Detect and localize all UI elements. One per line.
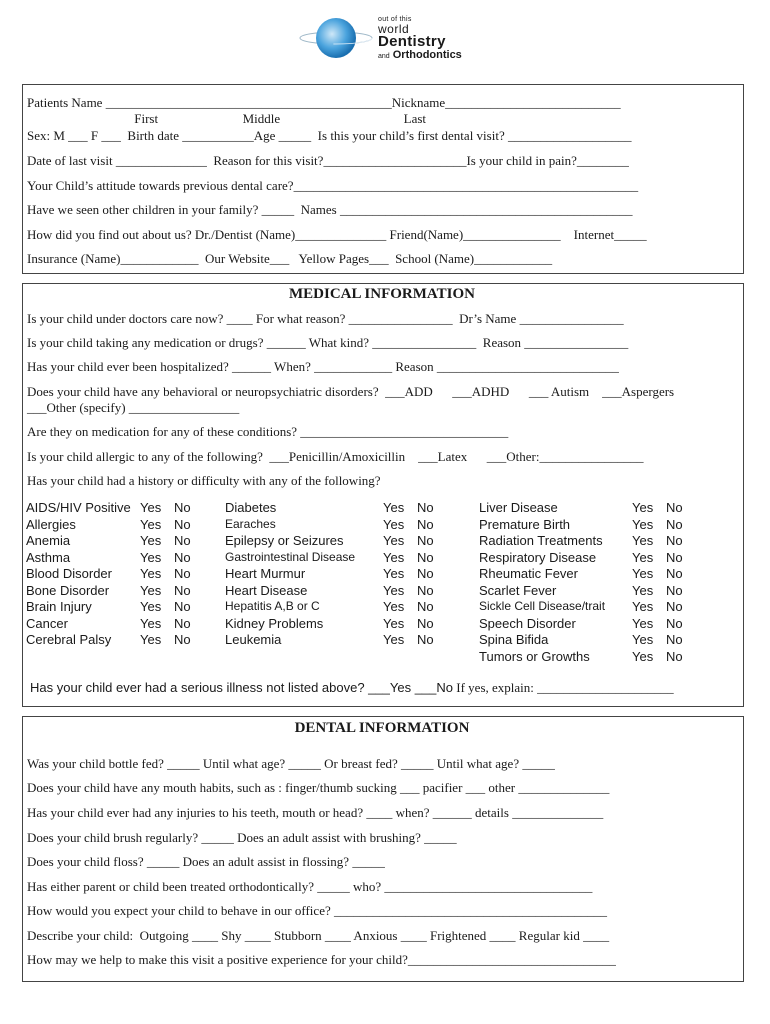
condition-no-option[interactable]: No [174, 549, 191, 565]
condition-no-option[interactable]: No [174, 615, 191, 631]
injuries-line[interactable]: Has your child ever had any injuries to his teeth, mouth or head? ____ when? ______ details ______________ [27, 805, 604, 820]
condition-no-option[interactable]: No [666, 533, 683, 548]
condition-no-option[interactable]: No [417, 516, 434, 532]
condition-yes-option[interactable]: Yes [140, 599, 162, 614]
condition-label: Allergies [26, 516, 76, 532]
condition-no-option[interactable]: No [174, 533, 191, 548]
hospitalized-line[interactable]: Has your child ever been hospitalized? ______ When? ____________ Reason ____________________________ [27, 359, 619, 374]
condition-yes-option[interactable]: Yes [632, 599, 654, 614]
condition-no-option[interactable]: No [174, 516, 191, 532]
condition-label: Cerebral Palsy [26, 632, 112, 647]
positive-experience-line[interactable]: How may we help to make this visit a positive experience for your child?________________________________ [27, 952, 616, 967]
condition-no-option[interactable]: No [174, 582, 191, 598]
condition-yes-option[interactable]: Yes [383, 549, 405, 565]
condition-yes-option[interactable]: Yes [383, 582, 405, 598]
logo-line-4-prefix: and [378, 53, 390, 60]
condition-label: Tumors or Growths [479, 648, 590, 664]
last-visit-line[interactable]: Date of last visit ______________ Reason for this visit?______________________Is your child in pain?________ [27, 153, 629, 168]
condition-no-option[interactable]: No [666, 549, 683, 565]
condition-yes-option[interactable]: Yes [632, 615, 654, 631]
condition-yes-option[interactable]: Yes [140, 615, 162, 631]
condition-yes-option[interactable]: Yes [383, 566, 405, 581]
condition-label: Premature Birth [479, 516, 571, 532]
bottle-fed-line[interactable]: Was your child bottle fed? _____ Until what age? _____ Or breast fed? _____ Until what age? _____ [27, 756, 555, 771]
condition-label: Kidney Problems [225, 615, 324, 631]
history-question: Has your child had a history or difficulty with any of the following? [27, 473, 381, 488]
condition-no-option[interactable]: No [666, 599, 683, 614]
condition-yes-option[interactable]: Yes [632, 533, 654, 548]
condition-no-option[interactable]: No [666, 632, 683, 647]
condition-label: Scarlet Fever [479, 582, 557, 598]
condition-yes-option[interactable]: Yes [140, 533, 162, 548]
condition-no-option[interactable]: No [174, 632, 191, 647]
condition-yes-option[interactable]: Yes [632, 648, 654, 664]
allergy-line[interactable]: Is your child allergic to any of the following? ___Penicillin/Amoxicillin ___Latex ___Other:________________ [27, 449, 644, 464]
condition-no-option[interactable]: No [417, 615, 434, 631]
condition-yes-option[interactable]: Yes [632, 632, 654, 647]
condition-label: Respiratory Disease [479, 549, 597, 565]
describe-child-line[interactable]: Describe your child: Outgoing ____ Shy ____ Stubborn ____ Anxious ____ Frightened ____ Regular kid ____ [27, 928, 610, 943]
condition-label: Diabetes [225, 500, 277, 515]
condition-label: AIDS/HIV Positive [26, 500, 131, 515]
condition-no-option[interactable]: No [417, 500, 434, 515]
logo-line-4-text: Orthodontics [392, 49, 462, 61]
condition-no-option[interactable]: No [417, 566, 434, 581]
brushing-line[interactable]: Does your child brush regularly? _____ Does an adult assist with brushing? _____ [27, 830, 457, 845]
condition-yes-option[interactable]: Yes [140, 549, 162, 565]
condition-no-option[interactable]: No [417, 599, 434, 614]
condition-label: Radiation Treatments [479, 533, 603, 548]
condition-label: Epilepsy or Seizures [225, 533, 344, 548]
logo-text [378, 16, 462, 63]
serious-illness-line[interactable] [30, 680, 674, 696]
condition-no-option[interactable]: No [666, 615, 683, 631]
flossing-line[interactable]: Does your child floss? _____ Does an adult assist in flossing? _____ [27, 854, 385, 869]
condition-label: Leukemia [225, 632, 282, 647]
condition-no-option[interactable]: No [417, 533, 434, 548]
logo-line-4 [378, 49, 462, 63]
condition-label: Brain Injury [26, 599, 92, 614]
logo-line-1: out of this [378, 16, 412, 23]
logo-line-3: Dentistry [378, 33, 446, 50]
medical-title: MEDICAL INFORMATION [289, 286, 475, 302]
condition-yes-option[interactable]: Yes [632, 566, 654, 581]
dental-title: DENTAL INFORMATION [294, 720, 470, 736]
condition-medication-line[interactable]: Are they on medication for any of these conditions? ________________________________ [27, 424, 509, 439]
behavior-line[interactable]: How would you expect your child to behave in our office? __________________________________________ [27, 903, 607, 918]
condition-yes-option[interactable]: Yes [383, 599, 405, 614]
condition-yes-option[interactable]: Yes [140, 632, 162, 647]
condition-yes-option[interactable]: Yes [383, 533, 405, 548]
condition-label: Gastrointestinal Disease [225, 549, 356, 564]
condition-yes-option[interactable]: Yes [632, 500, 654, 515]
condition-no-option[interactable]: No [417, 632, 434, 647]
condition-yes-option[interactable]: Yes [140, 516, 162, 532]
orthodontics-line[interactable]: Has either parent or child been treated orthodontically? _____ who? ________________________________ [27, 879, 593, 894]
referral-line[interactable]: How did you find out about us? Dr./Dentist (Name)______________ Friend(Name)_______________ Internet_____ [27, 227, 647, 242]
condition-label: Cancer [26, 615, 68, 631]
doctors-care-line[interactable]: Is your child under doctors care now? ____ For what reason? ________________ Dr’s Name ________________ [27, 311, 624, 326]
condition-yes-option[interactable]: Yes [383, 632, 405, 647]
disorders-line[interactable]: Does your child have any behavioral or neuropsychiatric disorders? ___ADD ___ADHD ___ Autism ___Aspergers [27, 384, 675, 399]
condition-yes-option[interactable]: Yes [383, 500, 405, 515]
condition-yes-option[interactable]: Yes [632, 582, 654, 598]
condition-yes-option[interactable]: Yes [383, 516, 405, 532]
condition-label: Blood Disorder [26, 566, 112, 581]
condition-label: Liver Disease [479, 500, 558, 515]
condition-label: Anemia [26, 533, 71, 548]
condition-label: Rheumatic Fever [479, 566, 578, 581]
condition-label: Spina Bifida [479, 632, 549, 647]
condition-label: Bone Disorder [26, 582, 110, 598]
other-disorder-line[interactable]: ___Other (specify) _________________ [27, 400, 240, 415]
condition-no-option[interactable]: No [417, 582, 434, 598]
mouth-habits-line[interactable]: Does your child have any mouth habits, such as : finger/thumb sucking ___ pacifier ___ other ______________ [27, 780, 610, 795]
condition-no-option[interactable]: No [174, 566, 191, 581]
condition-label: Heart Murmur [225, 566, 306, 581]
condition-no-option[interactable]: No [666, 516, 683, 532]
condition-no-option[interactable]: No [666, 500, 683, 515]
condition-no-option[interactable]: No [666, 648, 683, 664]
condition-label: Asthma [26, 549, 71, 565]
condition-yes-option[interactable]: Yes [140, 582, 162, 598]
condition-yes-option[interactable]: Yes [632, 549, 654, 565]
condition-yes-option[interactable]: Yes [383, 615, 405, 631]
patient-name-line[interactable]: Patients Name ____________________________________________Nickname___________________________ [27, 95, 621, 110]
condition-label: Earaches [225, 516, 276, 531]
condition-label: Hepatitis A,B or C [225, 599, 320, 613]
condition-label: Speech Disorder [479, 615, 576, 631]
condition-yes-option[interactable]: Yes [140, 566, 162, 581]
condition-label: Sickle Cell Disease/trait [479, 599, 606, 613]
condition-no-option[interactable]: No [666, 582, 683, 598]
condition-no-option[interactable]: No [666, 566, 683, 581]
condition-no-option[interactable]: No [174, 500, 191, 515]
attitude-line[interactable]: Your Child’s attitude towards previous dental care?_____________________________________________________ [27, 178, 639, 193]
condition-no-option[interactable]: No [417, 549, 434, 565]
sex-birthdate-line[interactable]: Sex: M ___ F ___ Birth date ___________Age _____ Is this your child’s first dental visit? ___________________ [27, 128, 632, 143]
siblings-line[interactable]: Have we seen other children in your family? _____ Names _____________________________________________ [27, 202, 633, 217]
logo-line-2: world [378, 22, 410, 36]
serious-illness-explain[interactable]: If yes, explain: _____________________ [453, 680, 674, 695]
insurance-line[interactable]: Insurance (Name)____________ Our Website___ Yellow Pages___ School (Name)____________ [27, 251, 553, 266]
condition-no-option[interactable]: No [174, 599, 191, 614]
condition-yes-option[interactable]: Yes [632, 516, 654, 532]
patient-name-sublabels: First Middle Last [27, 111, 427, 126]
condition-label: Heart Disease [225, 582, 308, 598]
serious-illness-question: Has your child ever had a serious illness not listed above? ___Yes ___No [30, 680, 454, 695]
medication-line[interactable]: Is your child taking any medication or drugs? ______ What kind? ________________ Reason ________________ [27, 335, 629, 350]
condition-yes-option[interactable]: Yes [140, 500, 162, 515]
